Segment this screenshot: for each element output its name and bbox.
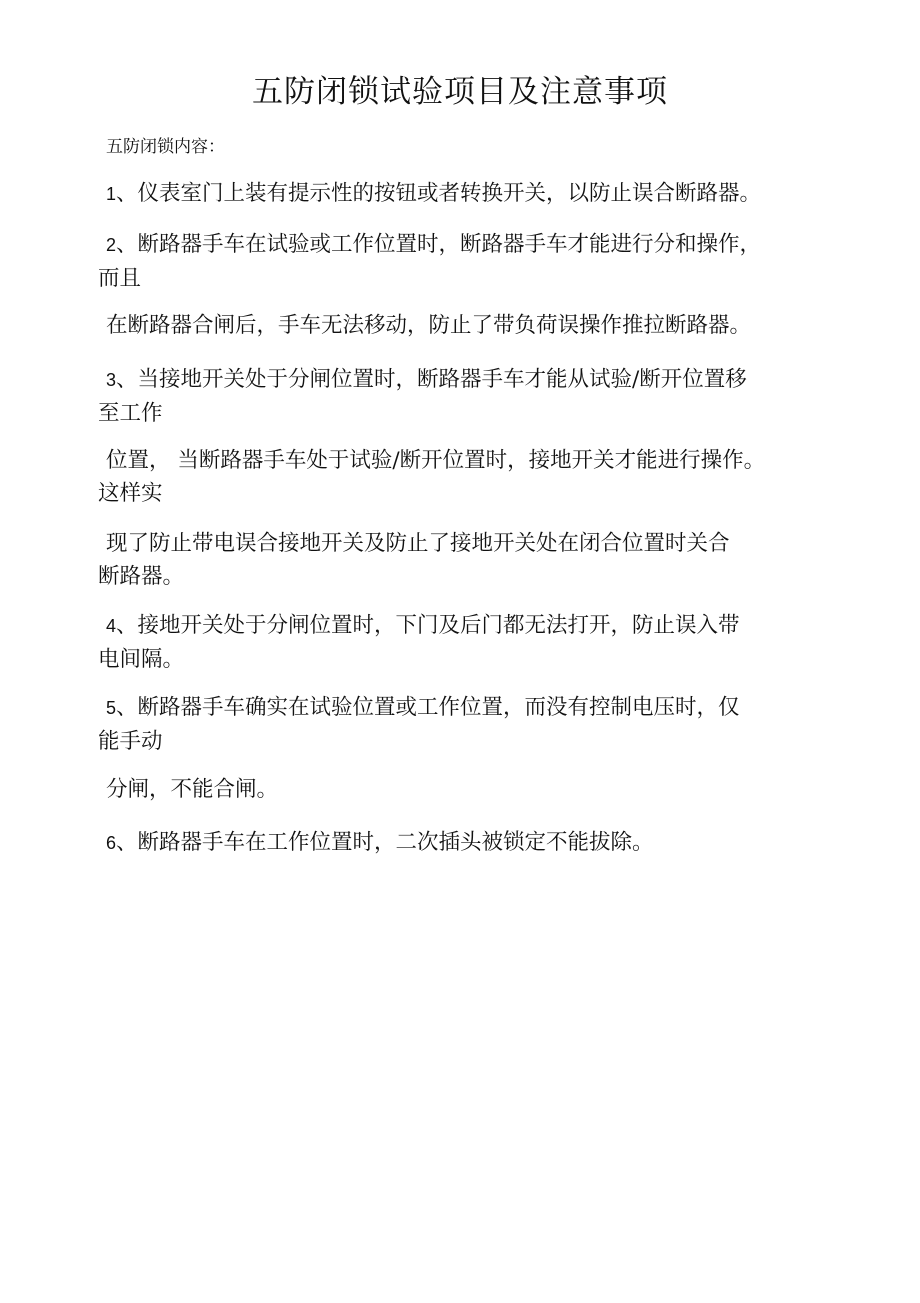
paragraph-line: 而且 bbox=[98, 266, 142, 291]
paragraph-3 bbox=[98, 309, 838, 342]
paragraph-line: 、断路器手车在工作位置时，二次插头被锁定不能拔除。 bbox=[116, 830, 654, 855]
paragraph-line: 这样实 bbox=[98, 481, 163, 506]
paragraph-line: 现了防止带电误合接地开关及防止了接地开关处在闭合位置时关合 bbox=[106, 531, 730, 556]
paragraph-10 bbox=[98, 826, 838, 860]
item-number: 2 bbox=[106, 235, 117, 255]
paragraph-2 bbox=[98, 228, 838, 295]
paragraph-line: 、当接地开关处于分闸位置时，断路器手车才能从试验/断开位置移 bbox=[116, 367, 747, 392]
paragraph-line: 电间隔。 bbox=[98, 647, 185, 672]
paragraph-4 bbox=[98, 363, 838, 430]
paragraph-line: 断路器。 bbox=[98, 564, 185, 589]
document-title: 五防闭锁试验项目及注意事项 bbox=[252, 74, 668, 110]
paragraph-7 bbox=[98, 609, 838, 676]
paragraph-1 bbox=[98, 177, 838, 211]
intro-label: 五防闭锁内容： bbox=[106, 137, 225, 157]
paragraph-line: 、断路器手车确实在试验位置或工作位置，而没有控制电压时，仅 bbox=[116, 695, 740, 720]
paragraph-line: 位置， 当断路器手车处于试验/断开位置时，接地开关才能进行操作。 bbox=[106, 448, 766, 473]
item-number: 5 bbox=[106, 698, 117, 718]
paragraph-line: 分闸，不能合闸。 bbox=[106, 777, 279, 802]
paragraph-9 bbox=[98, 773, 838, 806]
paragraph-line: 、仪表室门上装有提示性的按钮或者转换开关，以防止误合断路器。 bbox=[116, 181, 762, 206]
item-number: 3 bbox=[106, 370, 117, 390]
paragraph-8 bbox=[98, 691, 838, 758]
paragraph-line: 能手动 bbox=[98, 729, 163, 754]
paragraph-line: 在断路器合闸后，手车无法移动，防止了带负荷误操作推拉断路器。 bbox=[106, 313, 752, 338]
item-number: 4 bbox=[106, 616, 117, 636]
item-number: 6 bbox=[106, 833, 117, 853]
paragraph-line: 、接地开关处于分闸位置时，下门及后门都无法打开，防止误入带 bbox=[116, 613, 740, 638]
paragraph-line: 、断路器手车在试验或工作位置时，断路器手车才能进行分和操作， bbox=[116, 232, 762, 257]
paragraph-line: 至工作 bbox=[98, 401, 163, 426]
item-number: 1 bbox=[106, 184, 117, 204]
paragraph-5 bbox=[98, 444, 838, 510]
paragraph-6 bbox=[98, 527, 838, 593]
